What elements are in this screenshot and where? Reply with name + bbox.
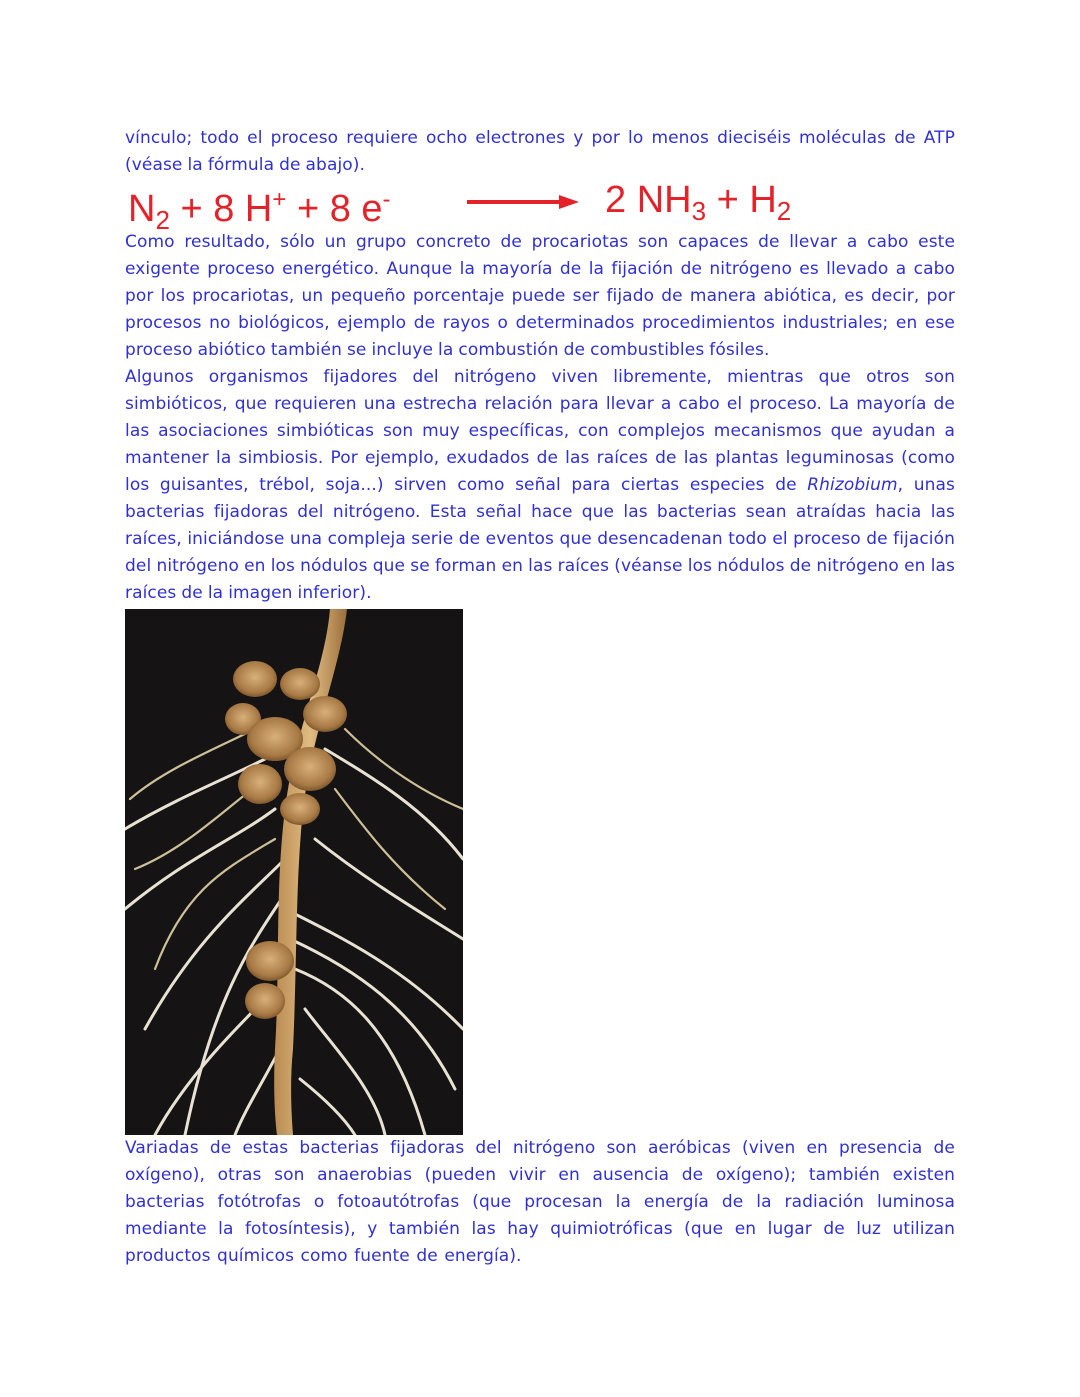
document-page (125, 125, 955, 1270)
nitrogen-fixation-equation (125, 179, 955, 235)
intro-paragraph: vínculo; todo el proceso requiere ocho electrones y por lo menos dieciséis moléculas de ATP (véase la fórmula de abajo). (125, 128, 955, 175)
reaction-arrow-icon (467, 195, 579, 209)
paragraph-bacteria-types: Variadas de estas bacterias fijadoras del nitrógeno son aeróbicas (viven en presencia de oxígeno), otras son anaerobias (pueden vivir en ausencia de oxígeno); también existen bacterias fotótrofas o fotoautótrofas (que procesan la energía de la radiación luminosa mediante la fotosíntesis), y también las hay quimiotróficas (que en lugar de luz utilizan productos químicos como fuente de energía). (125, 1138, 955, 1266)
paragraph-symbiosis: Algunos organismos fijadores del nitrógeno viven libremente, mientras que otros son simbióticos, que requieren una estrecha relación para llevar a cabo el proceso. La mayoría de las asociaciones simbióticas son muy específicas, con complejos mecanismos que ayudan a mantener la simbiosis. Por ejemplo, exudados de las raíces de las plantas leguminosas (como los guisantes, trébol, soja...) sirven como señal para ciertas especies de Rhizobium, unas bacterias fijadoras del nitrógeno. Esta señal hace que las bacterias sean atraídas hacia las raíces, iniciándose una compleja serie de eventos que desencadenan todo el proceso de fijación del nitrógeno en los nódulos que se forman en las raíces (véanse los nódulos de nitrógeno en las raíces de la imagen inferior). (125, 367, 955, 603)
equation-reactants: $N_2 + 8$ H+ + 8 e- (128, 186, 391, 235)
paragraph-abiotic-fixation: Como resultado, sólo un grupo concreto de procariotas son capaces de llevar a cabo este exigente proceso energético. Aunque la mayoría de la fijación de nitrógeno es llevado a cabo por los procariotas, un pequeño porcentaje puede ser fijado de manera abiótica, es decir, por procesos no biológicos, ejemplo de rayos o determinados procedimientos industriales; en ese proceso abiótico también se incluye la combustión de combustibles fósiles. (125, 232, 955, 360)
root-nodules-photo (125, 609, 463, 1135)
rhizobium-term: Rhizobium (807, 475, 898, 495)
root-nodules-illustration (125, 609, 463, 1135)
equation-products: 2 $NH_3 + H_2$ (605, 179, 792, 226)
